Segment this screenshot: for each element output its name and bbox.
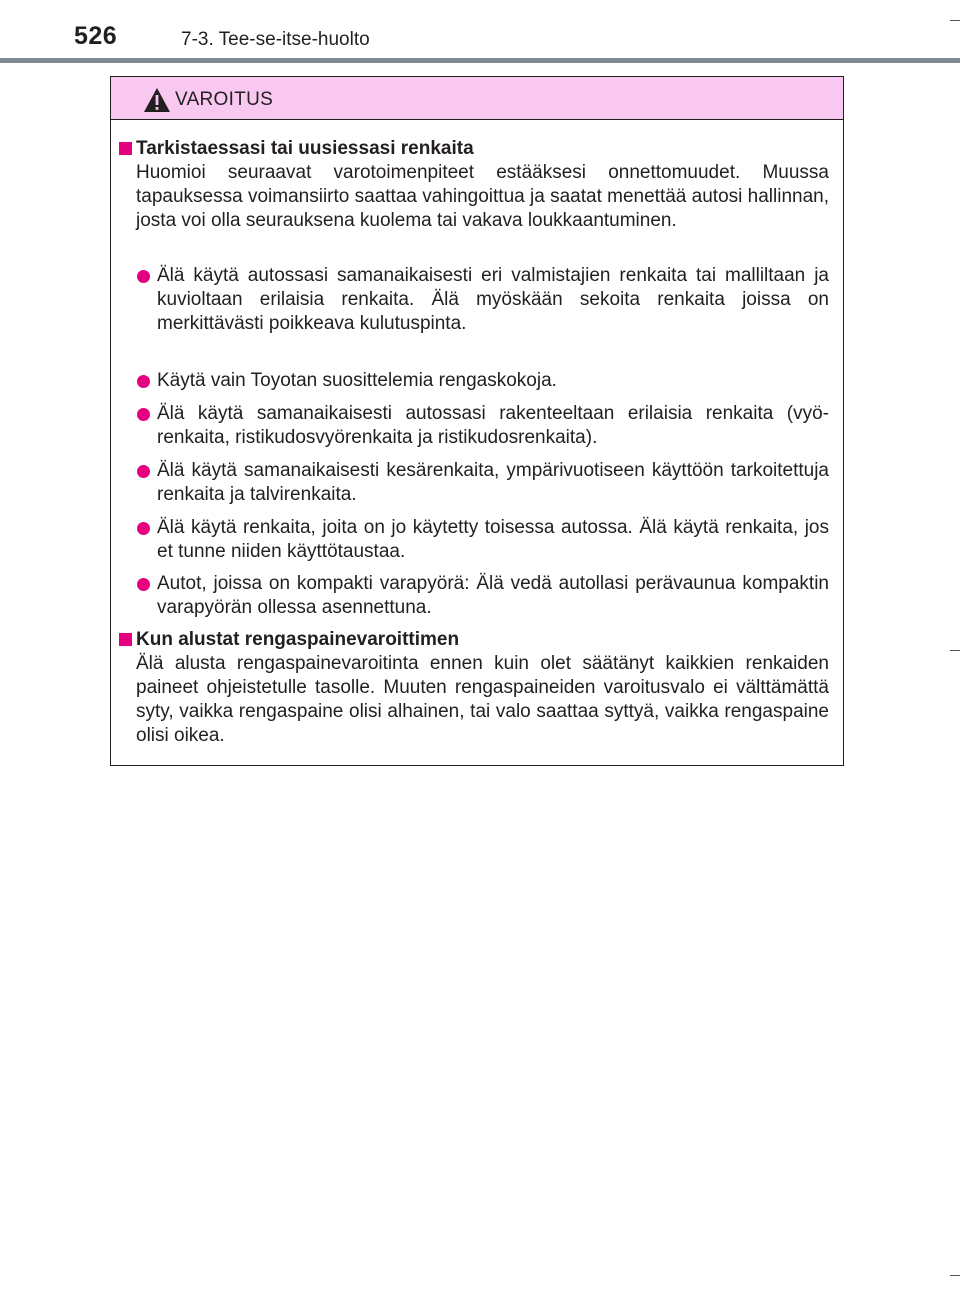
square-bullet-icon <box>119 142 132 155</box>
round-bullet-icon <box>137 465 150 478</box>
chapter-title: 7-3. Tee-se-itse-huolto <box>181 29 370 50</box>
crop-mark <box>950 650 960 651</box>
warning-header <box>111 77 843 120</box>
square-bullet-icon <box>119 633 132 646</box>
list-item-text: Älä käytä autossasi samanaikaisesti eri valmistajien renkaita tai malliltaan ja kuvioltaan erilaisia renkaita. Älä myöskään sekoita renkaita joissa on merkittävästi poikkeava kulutuspinta. <box>157 265 829 334</box>
list-item-text: Älä käytä samanaikaisesti kesärenkaita, ympärivuotiseen käyttöön tarkoitettuja renkaita ja talvirenkaita. <box>157 460 829 505</box>
section-title-text: Tarkistaessasi tai uusiessasi renkaita <box>136 138 474 159</box>
list-item <box>117 369 829 393</box>
header-rule <box>0 58 960 63</box>
warning-body <box>111 120 843 765</box>
round-bullet-icon <box>137 578 150 591</box>
list-item <box>117 516 829 564</box>
list-item <box>117 459 829 507</box>
round-bullet-icon <box>137 522 150 535</box>
warning-box <box>110 76 844 766</box>
crop-mark <box>950 1275 960 1276</box>
round-bullet-icon <box>137 270 150 283</box>
crop-mark <box>950 20 960 21</box>
list-item-text: Autot, joissa on kompakti varapyörä: Älä vedä autollasi perävaunua kompaktin varapyörän ollessa asennettuna. <box>157 573 829 618</box>
round-bullet-icon <box>137 408 150 421</box>
page-header <box>0 0 960 66</box>
section-title-text: Kun alustat rengaspainevaroittimen <box>136 629 460 650</box>
section-title <box>117 137 829 161</box>
warning-label: VAROITUS <box>175 89 274 110</box>
list-item <box>117 264 829 336</box>
section-tpws-reset <box>117 628 829 748</box>
section-tire-check <box>117 137 829 233</box>
list-item <box>117 402 829 450</box>
list-item-text: Käytä vain Toyotan suosittelemia rengaskokoja. <box>157 370 557 391</box>
round-bullet-icon <box>137 375 150 388</box>
page-number: 526 <box>74 22 118 50</box>
section-intro: Huomioi seuraavat varotoimenpiteet estääksesi onnettomuudet. Muussa tapauksessa voimansiirto saattaa vahingoittua ja saatat menettää autosi hallinnan, josta voi olla seurauksena kuolema tai vakava loukkaantuminen. <box>136 162 829 231</box>
list-item <box>117 572 829 620</box>
list-item-text: Älä käytä samanaikaisesti autossasi rakenteeltaan erilaisia renkaita (vyörenkaita, ristikudosvyörenkaita ja ristikudosrenkaita). <box>157 403 829 448</box>
list-item-text: Älä käytä renkaita, joita on jo käytetty toisessa autossa. Älä käytä renkaita, jos et tunne niiden käyttötaustaa. <box>157 517 829 562</box>
warning-triangle-icon <box>143 87 171 113</box>
section-title <box>117 628 829 652</box>
section-body: Älä alusta rengaspainevaroitinta ennen kuin olet säätänyt kaikkien renkaiden paineet ohjeistetulle tasolle. Muuten rengaspaineiden varoitusvalo ei välttämättä syty, vaikka rengaspaine olisi alhainen, tai valo saattaa syttyä, vaikka rengaspaine olisi oikea. <box>136 653 829 746</box>
